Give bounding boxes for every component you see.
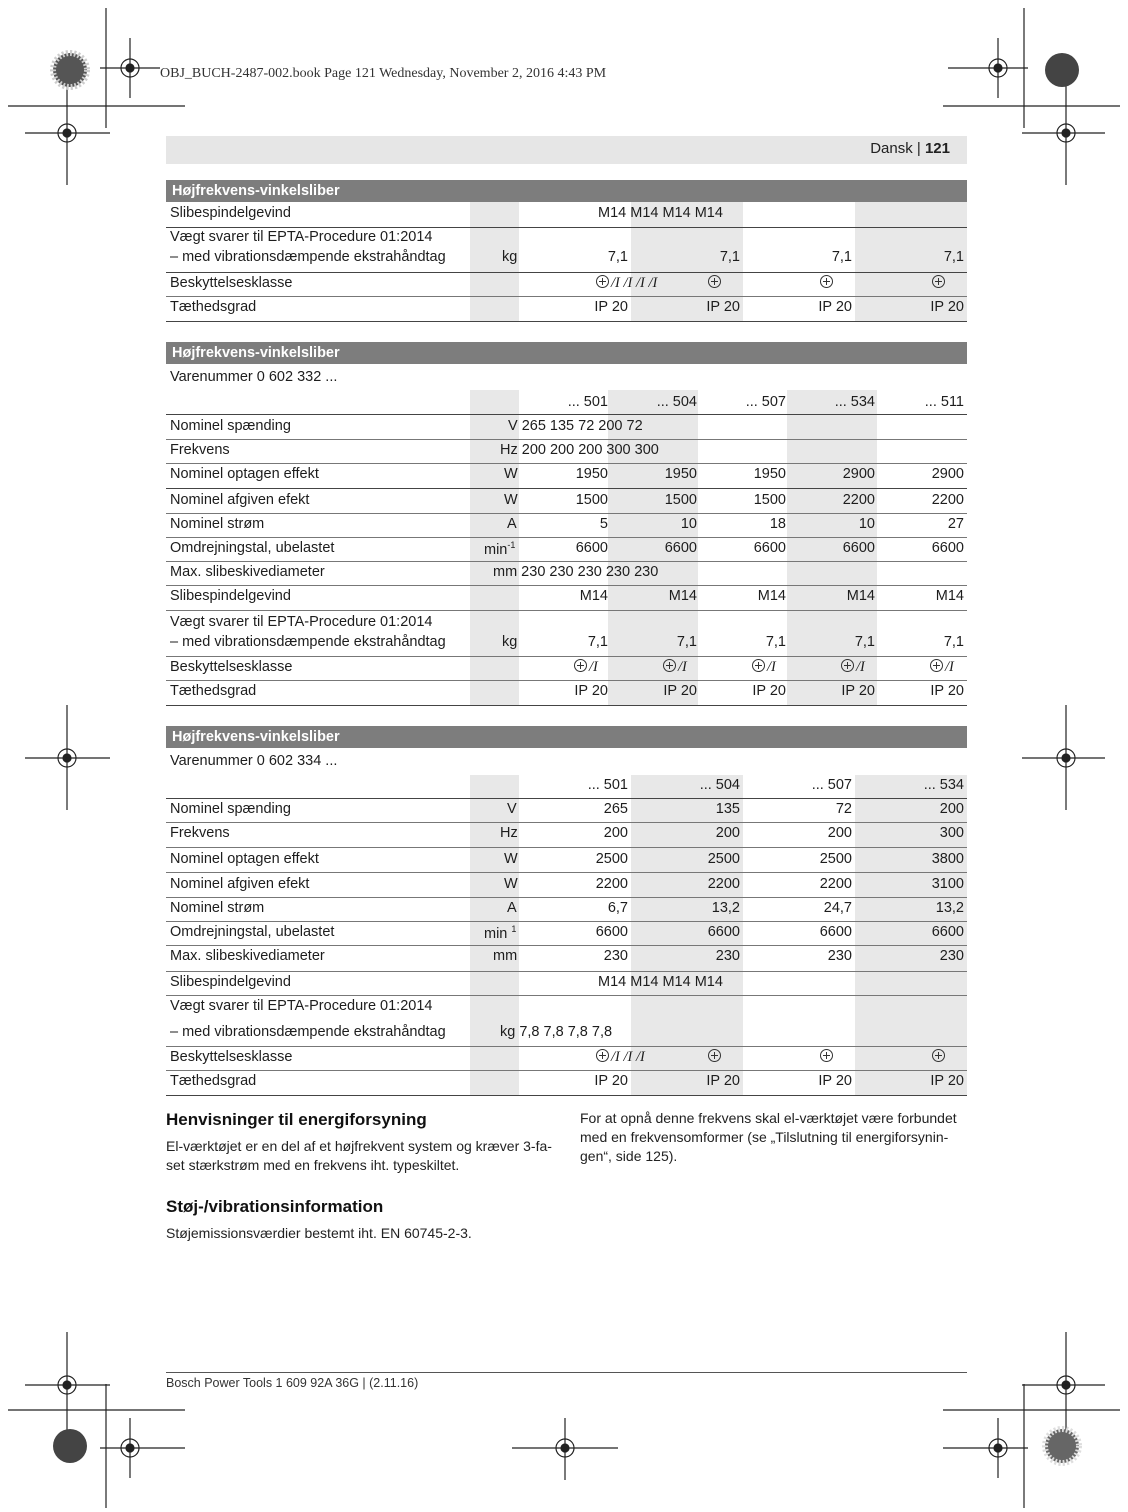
row-rule (166, 537, 967, 538)
t2-power-out-value: 1500 (575, 492, 608, 508)
t2-power-in-value: 1950 (575, 466, 608, 482)
protection-class-icon (932, 1049, 945, 1062)
t2-protection-class: /I (663, 659, 687, 676)
row-rule (166, 227, 967, 228)
energy-left-line: set stærkstrøm med en frekvens iht. typeskiltet. (166, 1157, 460, 1173)
t3-power-out-value: 2200 (819, 876, 852, 892)
row-rule (166, 897, 967, 898)
t2-power-in-value: 1950 (753, 466, 786, 482)
energy-left-line: El-værktøjet er en del af et højfrekvent system og kræver 3-fa- (166, 1138, 552, 1154)
t2-speed-value: 6600 (842, 540, 875, 556)
energy-right-line: gen“, side 125). (580, 1148, 678, 1164)
t2-power-out-value: 2200 (931, 492, 964, 508)
t2-ip-value: IP 20 (663, 683, 697, 699)
t1-protection-class (596, 275, 657, 292)
row-rule (166, 610, 967, 611)
t2-weight-value: 7,1 (854, 634, 875, 650)
t2-ip-label: Tæthedsgrad (170, 683, 257, 699)
t2-col-header: ... 534 (834, 394, 875, 410)
t3-protection-label: Beskyttelsesklasse (170, 1049, 293, 1065)
t2-spindle-value: M14 (846, 588, 875, 604)
t3-speed-value: 6600 (931, 924, 964, 940)
t3-protection-class (708, 1049, 721, 1065)
t3-col-header: ... 501 (587, 777, 628, 793)
t3-speed-value: 6600 (707, 924, 740, 940)
t2-power-out-unit: W (504, 492, 518, 508)
t2-ip-value: IP 20 (841, 683, 875, 699)
row-rule (166, 945, 967, 946)
t2-varenummer: Varenummer 0 602 332 ... (170, 369, 338, 385)
t3-ip-value: IP 20 (706, 1073, 740, 1089)
t2-weight-value: 7,1 (587, 634, 608, 650)
t3-disc-label: Max. slibeskivediameter (170, 948, 325, 964)
page-label: Dansk | 121 (870, 140, 950, 157)
t3-weight-label2: – med vibrationsdæmpende ekstrahåndtag (170, 1024, 446, 1040)
t2-ip-value: IP 20 (930, 683, 964, 699)
row-rule (166, 1070, 967, 1071)
t3-ip-value: IP 20 (818, 1073, 852, 1089)
t3-frequency-unit: Hz (500, 825, 518, 841)
t3-col-header: ... 534 (923, 777, 964, 793)
t2-weight-value: 7,1 (676, 634, 697, 650)
t2-spindle-label: Slibespindelgevind (170, 588, 291, 604)
t3-spindle-text: M14 M14 M14 M14 (598, 974, 723, 990)
t2-power-in-value: 2900 (842, 466, 875, 482)
row-rule (166, 872, 967, 873)
noise-text: Støjemissionsværdier bestemt iht. EN 60745-2-3. (166, 1225, 472, 1241)
t1-spindle-text: M14 M14 M14 M14 (598, 205, 723, 221)
t3-power-in-value: 2500 (595, 851, 628, 867)
t3-spindle-label: Slibespindelgevind (170, 974, 291, 990)
row-rule (166, 439, 967, 440)
t2-frequency-label: Frekvens (170, 442, 230, 458)
t2-frequency-text: Hz 200 200 200 300 300 (500, 442, 659, 458)
row-rule (166, 680, 967, 681)
t2-ip-value: IP 20 (752, 683, 786, 699)
page-language: Dansk (870, 140, 913, 157)
t1-ip-value: IP 20 (930, 299, 964, 315)
t1-protection-class (708, 275, 721, 291)
t3-ip-value: IP 20 (594, 1073, 628, 1089)
t2-weight-unit: kg (502, 634, 518, 650)
t2-weight-value: 7,1 (765, 634, 786, 650)
t3-col-header: ... 507 (811, 777, 852, 793)
protection-class-icon (820, 275, 833, 288)
t2-protection-class: /I (574, 659, 598, 676)
t1-protection-class (820, 275, 833, 291)
row-rule (166, 414, 967, 415)
t2-speed-value: 6600 (753, 540, 786, 556)
t3-weight-label1: Vægt svarer til EPTA-Procedure 01:2014 (170, 998, 433, 1014)
energy-right-text (580, 1109, 970, 1166)
t2-current-value: 10 (680, 516, 697, 532)
t2-ip-value: IP 20 (574, 683, 608, 699)
t3-power-out-value: 2200 (595, 876, 628, 892)
t3-current-value: 6,7 (607, 900, 628, 916)
t2-power-out-value: 1500 (664, 492, 697, 508)
t3-disc-value: 230 (939, 948, 964, 964)
row-rule (166, 798, 967, 799)
t1-weight-unit: kg (502, 249, 518, 265)
t3-speed-unit: min $^1$ (484, 924, 517, 942)
t2-protection-class: /I (752, 659, 776, 676)
t3-voltage-value: 72 (835, 801, 852, 817)
t2-power-out-label: Nominel afgiven efekt (170, 492, 310, 508)
t3-current-label: Nominel strøm (170, 900, 265, 916)
t1-spindle-label: Slibespindelgevind (170, 205, 291, 221)
t2-protection-class: /I (841, 659, 865, 676)
row-rule (166, 1095, 967, 1096)
t3-power-in-label: Nominel optagen effekt (170, 851, 319, 867)
row-rule (166, 847, 967, 848)
t1-ip-value: IP 20 (818, 299, 852, 315)
t3-ip-label: Tæthedsgrad (170, 1073, 257, 1089)
t2-speed-value: 6600 (575, 540, 608, 556)
protection-class-icon (596, 1049, 609, 1062)
t3-frequency-value: 200 (827, 825, 852, 841)
t2-weight-label1: Vægt svarer til EPTA-Procedure 01:2014 (170, 614, 433, 630)
t1-ip-label: Tæthedsgrad (170, 299, 257, 315)
t2-weight-value: 7,1 (943, 634, 964, 650)
t3-power-out-unit: W (504, 876, 518, 892)
t2-voltage-label: Nominel spænding (170, 418, 291, 434)
t1-weight-value: 7,1 (831, 249, 852, 265)
t3-power-out-value: 2200 (707, 876, 740, 892)
t3-protection-class: /I /I /I (596, 1049, 645, 1066)
t3-voltage-value: 265 (603, 801, 628, 817)
t3-speed-label: Omdrejningstal, ubelastet (170, 924, 335, 940)
t3-current-unit: A (507, 900, 517, 916)
t2-current-value: 27 (947, 516, 964, 532)
t3-varenummer: Varenummer 0 602 334 ... (170, 753, 338, 769)
noise-heading: Støj-/vibrationsinformation (166, 1197, 384, 1216)
t3-weight-text: kg 7,8 7,8 7,8 7,8 (500, 1024, 613, 1040)
t3-speed-value: 6600 (595, 924, 628, 940)
t3-current-value: 13,2 (935, 900, 964, 916)
row-rule (166, 488, 967, 489)
protection-class-icon (708, 1049, 721, 1062)
t3-frequency-value: 200 (603, 825, 628, 841)
protection-class-icon (663, 659, 676, 672)
crop-header: OBJ_BUCH-2487-002.book Page 121 Wednesday, November 2, 2016 4:43 PM (160, 66, 607, 81)
protection-class-icon (752, 659, 765, 672)
t2-current-value: 10 (858, 516, 875, 532)
t3-disc-value: 230 (715, 948, 740, 964)
t1-weight-value: 7,1 (719, 249, 740, 265)
row-rule (166, 1046, 967, 1047)
energy-left-text (166, 1137, 556, 1175)
t3-frequency-value: 300 (939, 825, 964, 841)
t3-speed-value: 6600 (819, 924, 852, 940)
energy-heading: Henvisninger til energiforsyning (166, 1110, 427, 1129)
t2-protection-class: /I (930, 659, 954, 676)
t2-current-value: 18 (769, 516, 786, 532)
page-header-band (166, 136, 967, 164)
t1-ip-value: IP 20 (594, 299, 628, 315)
t3-ip-value: IP 20 (930, 1073, 964, 1089)
t2-speed-value: 6600 (664, 540, 697, 556)
row-rule (166, 272, 967, 273)
t2-col-header: ... 501 (567, 394, 608, 410)
protection-class-icon (708, 275, 721, 288)
energy-right-line: For at opnå denne frekvens skal el-værktøjet være forbundet (580, 1110, 957, 1126)
t1-weight-label2: – med vibrationsdæmpende ekstrahåndtag (170, 249, 446, 265)
table1-title: Højfrekvens-vinkelsliber (166, 180, 967, 202)
t3-frequency-label: Frekvens (170, 825, 230, 841)
t3-disc-value: 230 (827, 948, 852, 964)
row-rule (166, 463, 967, 464)
t2-spindle-value: M14 (579, 588, 608, 604)
row-rule (166, 971, 967, 972)
row-rule (166, 705, 967, 706)
row-rule (166, 995, 967, 996)
t3-disc-value: 230 (603, 948, 628, 964)
protection-class-icon (841, 659, 854, 672)
table3-title: Højfrekvens-vinkelsliber (166, 726, 967, 748)
t1-protection-label: Beskyttelsesklasse (170, 275, 293, 291)
row-rule (166, 921, 967, 922)
t2-voltage-text: V 265 135 72 200 72 (508, 418, 643, 434)
t1-weight-value: 7,1 (607, 249, 628, 265)
row-rule (166, 585, 967, 586)
page-number: 121 (924, 140, 950, 157)
t2-col-header: ... 507 (745, 394, 786, 410)
protection-class-icon (596, 275, 609, 288)
t2-spindle-value: M14 (668, 588, 697, 604)
row-rule (166, 656, 967, 657)
row-rule (166, 561, 967, 562)
energy-right-line: med en frekvensomformer (se „Tilslutning til energiforsynin- (580, 1129, 949, 1145)
t3-col-header: ... 504 (699, 777, 740, 793)
t1-ip-value: IP 20 (706, 299, 740, 315)
t2-speed-label: Omdrejningstal, ubelastet (170, 540, 335, 556)
protection-class-icon (574, 659, 587, 672)
protection-suffix: /I /I /I /I (611, 275, 658, 291)
t1-protection-class (932, 275, 945, 291)
t2-power-in-label: Nominel optagen effekt (170, 466, 319, 482)
row-rule (166, 321, 967, 322)
t3-power-out-label: Nominel afgiven efekt (170, 876, 310, 892)
t2-weight-label2: – med vibrationsdæmpende ekstrahåndtag (170, 634, 446, 650)
t2-col-header: ... 511 (924, 394, 964, 410)
t3-protection-class (820, 1049, 833, 1065)
protection-class-icon (932, 275, 945, 288)
t2-disc-label: Max. slibeskivediameter (170, 564, 325, 580)
t3-power-in-value: 2500 (819, 851, 852, 867)
t3-protection-class (932, 1049, 945, 1065)
t2-power-in-value: 2900 (931, 466, 964, 482)
t3-voltage-unit: V (507, 801, 517, 817)
t3-frequency-value: 200 (715, 825, 740, 841)
t3-voltage-value: 200 (939, 801, 964, 817)
t3-power-in-value: 2500 (707, 851, 740, 867)
t3-power-in-unit: W (504, 851, 518, 867)
t3-voltage-label: Nominel spænding (170, 801, 291, 817)
footer: Bosch Power Tools 1 609 92A 36G | (2.11.16) (166, 1376, 419, 1390)
t3-current-value: 13,2 (711, 900, 740, 916)
t2-current-unit: A (507, 516, 517, 532)
footer-rule (166, 1372, 967, 1373)
protection-class-icon (930, 659, 943, 672)
t2-protection-label: Beskyttelsesklasse (170, 659, 293, 675)
t3-disc-unit: mm (493, 948, 518, 964)
t3-power-out-value: 3100 (931, 876, 964, 892)
t2-current-label: Nominel strøm (170, 516, 265, 532)
row-rule (166, 296, 967, 297)
t2-col-header: ... 504 (656, 394, 697, 410)
t2-current-value: 5 (599, 516, 608, 532)
t2-speed-unit: $\min^{-1}$ (484, 540, 516, 558)
row-rule (166, 822, 967, 823)
t2-disc-text: mm 230 230 230 230 230 (493, 564, 659, 580)
table2-title: Højfrekvens-vinkelsliber (166, 342, 967, 364)
t3-current-value: 24,7 (823, 900, 852, 916)
t2-spindle-value: M14 (935, 588, 964, 604)
t2-power-in-unit: W (504, 466, 518, 482)
t3-power-in-value: 3800 (931, 851, 964, 867)
t2-power-out-value: 1500 (753, 492, 786, 508)
t2-speed-value: 6600 (931, 540, 964, 556)
t1-weight-label1: Vægt svarer til EPTA-Procedure 01:2014 (170, 229, 433, 245)
t1-weight-value: 7,1 (943, 249, 964, 265)
row-rule (166, 513, 967, 514)
t2-power-out-value: 2200 (842, 492, 875, 508)
t3-voltage-value: 135 (715, 801, 740, 817)
t2-power-in-value: 1950 (664, 466, 697, 482)
t2-spindle-value: M14 (757, 588, 786, 604)
protection-class-icon (820, 1049, 833, 1062)
